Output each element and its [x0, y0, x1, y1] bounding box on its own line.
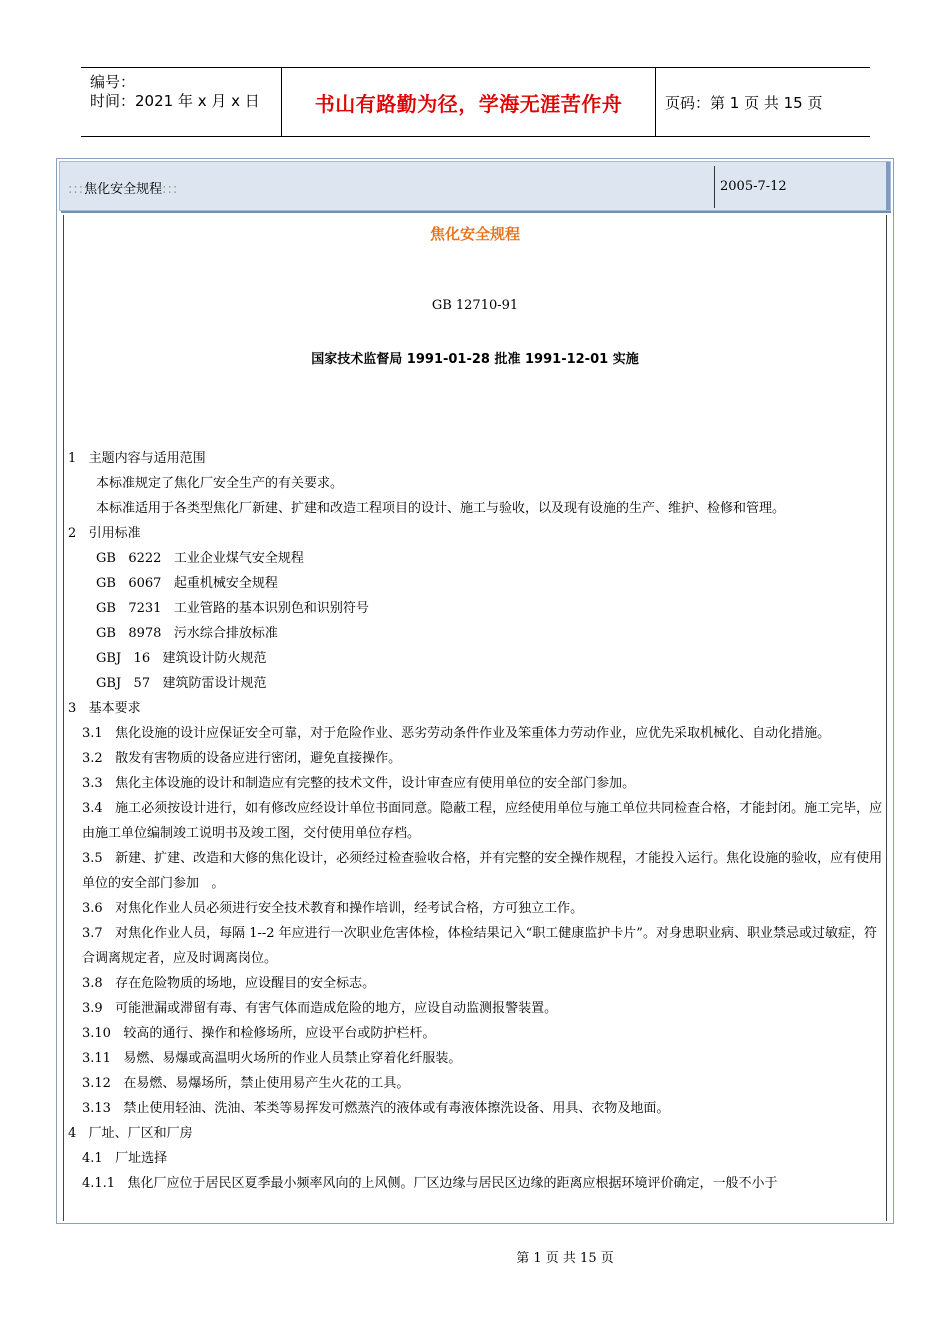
paragraph: 3.2 散发有害物质的设备应进行密闭，避免直接操作。: [82, 751, 402, 766]
paragraph: GBJ 57 建筑防雷设计规范: [96, 676, 267, 691]
number-label: 编号：: [90, 73, 136, 91]
dots-decoration-icon: :::: [162, 182, 179, 197]
paragraph: 3.12 在易燃、易爆场所，禁止使用易产生火花的工具。: [82, 1076, 410, 1091]
paragraph: 3.13 禁止使用轻油、洗油、苯类等易挥发可燃蒸汽的液体或有毒液体擦洗设备、用具、衣物及地面。: [82, 1101, 670, 1116]
standard-code: GB 12710-91: [431, 298, 519, 313]
title-bar-underline: [61, 211, 891, 213]
document-body: [68, 446, 886, 1196]
title-bar-separator: [714, 166, 715, 208]
paragraph: 3.7 对焦化作业人员，每隔 1--2 年应进行一次职业危害体检，体检结果记入“职工健康监护卡片”。对身患职业病、职业禁忌或过敏症，符合调离规定者，应及时调离岗位。: [82, 926, 877, 966]
paragraph: 本标准规定了焦化厂安全生产的有关要求。: [96, 476, 344, 491]
header-table: [81, 67, 870, 137]
paragraph: 4.1 厂址选择: [82, 1151, 168, 1166]
paragraph: 3.3 焦化主体设施的设计和制造应有完整的技术文件，设计审查应有使用单位的安全部门参加。: [82, 776, 636, 791]
section-heading: 4 厂址、厂区和厂房: [68, 1126, 193, 1141]
paragraph: 3.1 焦化设施的设计应保证安全可靠，对于危险作业、恶劣劳动条件作业及笨重体力劳动作业，应优先采取机械化、自动化措施。: [82, 726, 831, 741]
paragraph: 3.11 易燃、易爆或高温明火场所的作业人员禁止穿着化纤服装。: [82, 1051, 462, 1066]
paragraph: GB 6222 工业企业煤气安全规程: [96, 551, 304, 566]
title-bar-text: 焦化安全规程: [84, 182, 163, 197]
paragraph: 3.6 对焦化作业人员必须进行安全技术教育和操作培训，经考试合格，方可独立工作。: [82, 901, 584, 916]
paragraph: 3.10 较高的通行、操作和检修场所，应设平台或防护栏杆。: [82, 1026, 436, 1041]
section-heading: 3 基本要求: [68, 701, 141, 716]
time-label: 时间：2021 年 x 月 x 日: [90, 92, 260, 110]
title-bar-date: 2005-7-12: [720, 179, 787, 194]
section-heading: 2 引用标准: [68, 526, 141, 541]
paragraph: 3.9 可能泄漏或滞留有毒、有害气体而造成危险的地方，应设自动监测报警装置。: [82, 1001, 558, 1016]
paragraph: GB 7231 工业管路的基本识别色和识别符号: [96, 601, 369, 616]
header-page-cell: [655, 68, 870, 136]
paragraph: 4.1.1 焦化厂应位于居民区夏季最小频率风向的上风侧。厂区边缘与居民区边缘的距离应根据环境评价确定，一般不小于: [82, 1176, 778, 1191]
paragraph: 本标准适用于各类型焦化厂新建、扩建和改造工程项目的设计、施工与验收，以及现有设施的生产、维护、检修和管理。: [96, 501, 786, 516]
title-bar-title: [68, 178, 178, 197]
header-motto-cell: [281, 68, 656, 136]
page-info: 页码：第 1 页 共 15 页: [665, 93, 823, 112]
header-left-cell: [81, 68, 281, 136]
title-bar: [59, 161, 891, 211]
section-heading: 1 主题内容与适用范围: [68, 451, 206, 466]
paragraph: 3.4 施工必须按设计进行，如有修改应经设计单位书面同意。隐蔽工程，应经使用单位与施工单位共同检查合格，才能封闭。施工完毕，应由施工单位编制竣工说明书及竣工图，交付使用单位存档。: [82, 801, 883, 841]
paragraph: 3.8 存在危险物质的场地，应设醒目的安全标志。: [82, 976, 376, 991]
paragraph: GB 6067 起重机械安全规程: [96, 576, 278, 591]
dots-decoration-icon: :::: [68, 182, 85, 197]
motto-text: 书山有路勤为径，学海无涯苦作舟: [314, 91, 623, 116]
paragraph: GB 8978 污水综合排放标准: [96, 626, 278, 641]
page-footer: 第 1 页 共 15 页: [516, 1251, 614, 1266]
approval-line: 国家技术监督局 1991-01-28 批准 1991-12-01 实施: [311, 352, 639, 367]
paragraph: GBJ 16 建筑设计防火规范: [96, 651, 267, 666]
document-title: 焦化安全规程: [429, 225, 520, 243]
title-bar-edge: [886, 162, 890, 210]
paragraph: 3.5 新建、扩建、改造和大修的焦化设计，必须经过检查验收合格，并有完整的安全操作规程，才能投入运行。焦化设施的验收，应有使用单位的安全部门参加 。: [82, 851, 883, 891]
